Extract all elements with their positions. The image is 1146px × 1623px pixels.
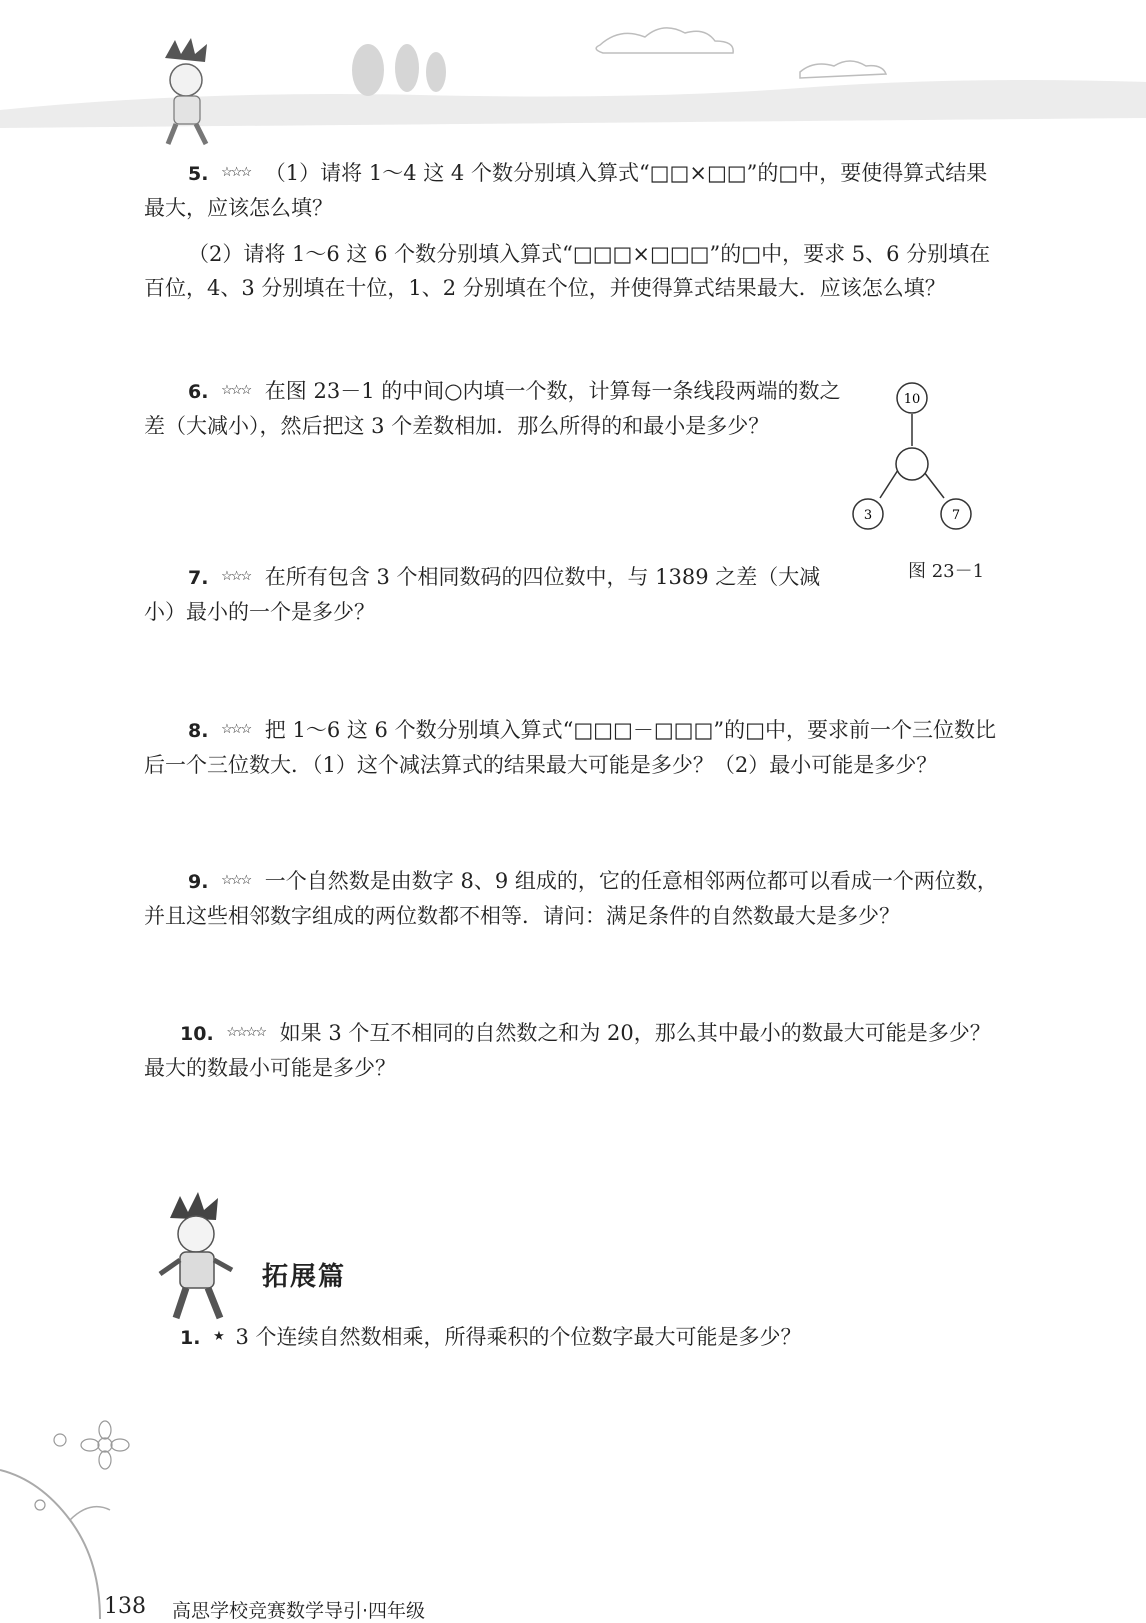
- difficulty-stars-icon: ☆☆☆: [221, 165, 251, 180]
- edge-right: [924, 472, 944, 498]
- problem-6: [144, 374, 844, 443]
- problem-number: 7.: [188, 567, 209, 589]
- edge-left: [880, 470, 898, 498]
- tree-icon: [352, 44, 446, 96]
- problem-number: 1.: [180, 1327, 201, 1349]
- problem-text: 在图 23－1 的中间○内填一个数，计算每一条线段两端的数之差（大减小），然后把这 3 个差数相加．那么所得的和最小是多少？: [144, 379, 841, 438]
- difficulty-stars-icon: ☆☆☆: [221, 722, 251, 737]
- problem-number: 5.: [188, 163, 209, 185]
- figure-caption: 图 23－1: [908, 561, 985, 582]
- problem-text: （1）请将 1～4 这 4 个数分别填入算式“□□×□□”的□中，要使得算式结果最大，应该怎么填？: [144, 161, 988, 220]
- problem-text: 3 个连续自然数相乘，所得乘积的个位数字最大可能是多少？: [235, 1325, 802, 1349]
- node-center: [896, 448, 928, 480]
- difficulty-stars-icon: ☆☆☆: [221, 569, 251, 584]
- flower-vine-icon: [0, 1410, 150, 1619]
- difficulty-star-icon: ★: [213, 1329, 225, 1344]
- problem-text: 如果 3 个互不相同的自然数之和为 20，那么其中最小的数最大可能是多少？最大的数最小可能是多少？: [144, 1021, 991, 1080]
- problem-number: 10.: [180, 1023, 214, 1045]
- problem-text: 把 1～6 这 6 个数分别填入算式“□□□－□□□”的□中，要求前一个三位数比后一个三位数大．（1）这个减法算式的结果最大可能是多少？（2）最小可能是多少？: [144, 718, 996, 777]
- problem-number: 6.: [188, 381, 209, 403]
- character-icon: [150, 1188, 250, 1328]
- problem-text: 一个自然数是由数字 8、9 组成的，它的任意相邻两位都可以看成一个两位数，并且这些相邻数字组成的两位数都不相等．请问：满足条件的自然数最大是多少？: [144, 869, 998, 928]
- cloud-icon: [596, 28, 886, 78]
- node-top-label: 10: [903, 392, 921, 407]
- extension-problem-1: [144, 1320, 1004, 1355]
- section-title: 拓展篇: [262, 1262, 347, 1292]
- difficulty-stars-icon: ☆☆☆: [221, 873, 251, 888]
- problem-number: 8.: [188, 720, 209, 742]
- problem-9: [144, 864, 1004, 933]
- character-icon: [165, 38, 207, 144]
- problem-number: 9.: [188, 871, 209, 893]
- problem-5: [144, 156, 1004, 305]
- problem-text: （2）请将 1～6 这 6 个数分别填入算式“□□□×□□□”的□中，要求 5、6 分别填在百位，4、3 分别填在十位，1、2 分别填在个位，并使得算式结果最大．应该怎么填？: [144, 242, 991, 300]
- difficulty-stars-icon: ☆☆☆☆: [226, 1025, 265, 1040]
- problem-10: [144, 1016, 1004, 1085]
- header-decoration: [0, 0, 1146, 150]
- problem-7: [144, 560, 844, 629]
- figure-23-1: [840, 372, 990, 552]
- book-title: 高思学校竞赛数学导引·四年级: [172, 1600, 426, 1622]
- node-right-label: 7: [951, 508, 961, 523]
- problem-8: [144, 713, 1004, 782]
- page-number: 138: [104, 1594, 146, 1619]
- node-left-label: 3: [863, 508, 873, 523]
- problem-text: 在所有包含 3 个相同数码的四位数中，与 1389 之差（大减小）最小的一个是多少？: [144, 565, 821, 624]
- difficulty-stars-icon: ☆☆☆: [221, 383, 251, 398]
